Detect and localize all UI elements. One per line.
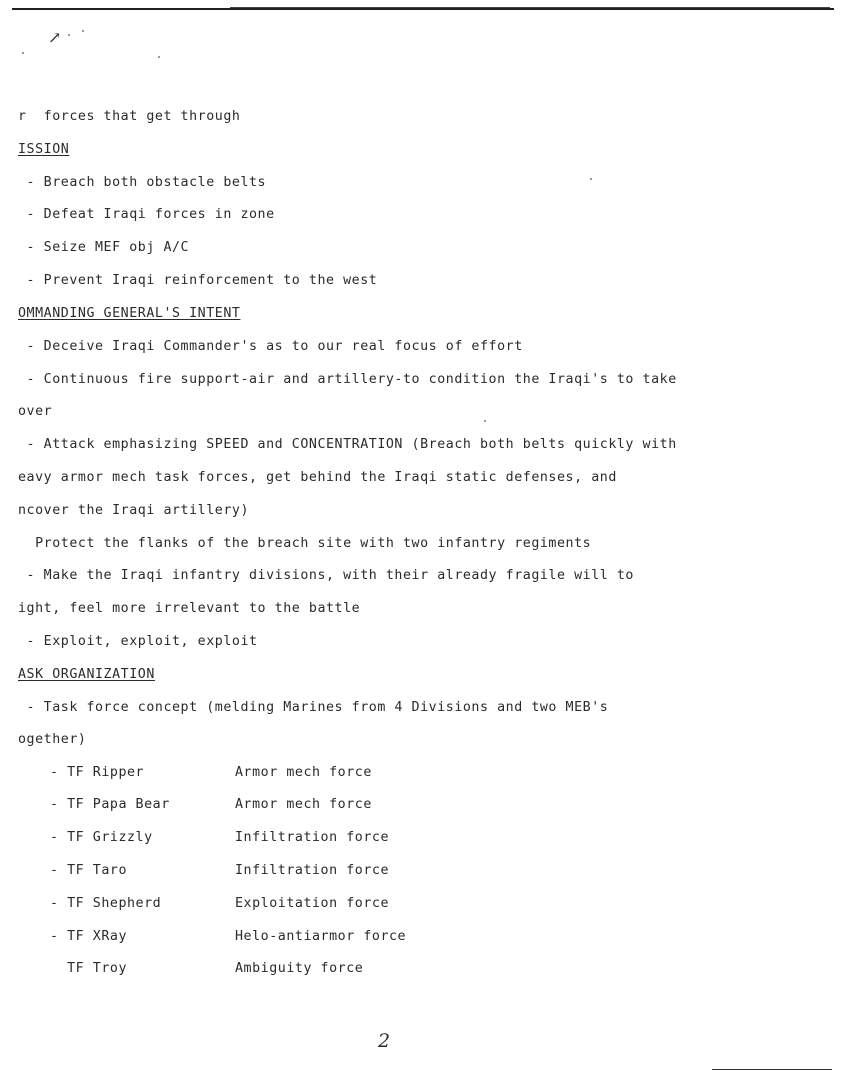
task-force-name: - TF Grizzly (50, 830, 153, 845)
text-line: - Breach both obstacle belts (18, 175, 267, 190)
text-line: - Seize MEF obj A/C (18, 240, 190, 255)
text-line: r forces that get through (18, 109, 241, 124)
section-heading-task-organization: ASK ORGANIZATION (18, 667, 155, 682)
section-heading-commanding-generals-intent: OMMANDING GENERAL'S INTENT (18, 306, 241, 321)
speck (22, 52, 24, 54)
task-force-role: Ambiguity force (235, 961, 364, 976)
text-line: - Defeat Iraqi forces in zone (18, 207, 275, 222)
page-number: 2 (378, 1030, 391, 1052)
text-line: ogether) (18, 732, 87, 747)
speck (68, 34, 70, 36)
task-force-role: Armor mech force (235, 797, 372, 812)
task-force-role: Helo-antiarmor force (235, 929, 407, 944)
text-line: Protect the flanks of the breach site with two infantry regiments (18, 536, 592, 551)
bottom-rule (712, 1069, 832, 1070)
text-line: over (18, 404, 53, 419)
speck (484, 420, 486, 422)
text-line: ncover the Iraqi artillery) (18, 503, 249, 518)
section-heading-mission: ISSION (18, 142, 70, 157)
speck (590, 178, 592, 180)
stray-pen-mark: ↗ (48, 28, 62, 47)
text-line: - Task force concept (melding Marines from 4 Divisions and two MEB's (18, 700, 609, 715)
speck (158, 56, 160, 58)
text-line: ight, feel more irrelevant to the battle (18, 601, 361, 616)
task-force-name: TF Troy (50, 961, 127, 976)
speck (82, 30, 84, 32)
top-rule-shadow (230, 7, 830, 8)
text-line: - Continuous fire support-air and artillery-to condition the Iraqi's to take (18, 372, 677, 387)
task-force-name: - TF XRay (50, 929, 127, 944)
text-line: - Exploit, exploit, exploit (18, 634, 258, 649)
task-force-name: - TF Ripper (50, 765, 145, 780)
top-rule (12, 8, 834, 10)
task-force-role: Armor mech force (235, 765, 372, 780)
task-force-role: Infiltration force (235, 830, 389, 845)
task-force-name: - TF Taro (50, 863, 127, 878)
text-line: - Prevent Iraqi reinforcement to the west (18, 273, 378, 288)
text-line: - Attack emphasizing SPEED and CONCENTRATION (Breach both belts quickly with (18, 437, 677, 452)
task-force-role: Exploitation force (235, 896, 389, 911)
task-force-role: Infiltration force (235, 863, 389, 878)
text-line: eavy armor mech task forces, get behind the Iraqi static defenses, and (18, 470, 617, 485)
text-line: - Make the Iraqi infantry divisions, with their already fragile will to (18, 568, 634, 583)
task-force-name: - TF Shepherd (50, 896, 162, 911)
text-line: - Deceive Iraqi Commander's as to our real focus of effort (18, 339, 523, 354)
task-force-name: - TF Papa Bear (50, 797, 170, 812)
